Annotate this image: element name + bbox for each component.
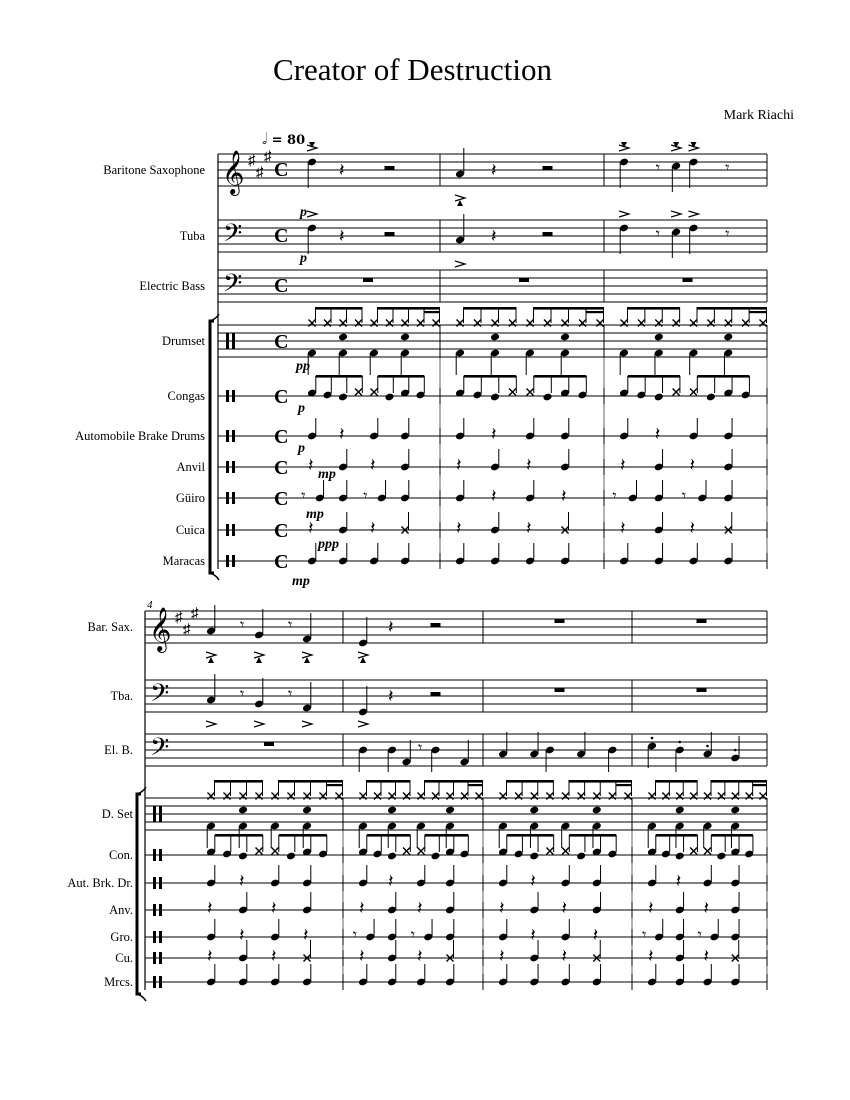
dynamic-marking-guiro: mp xyxy=(306,507,324,522)
treble-clef-icon: 𝄞 xyxy=(149,609,172,651)
beam xyxy=(656,780,698,783)
x-notehead xyxy=(418,848,425,855)
whole-rest-icon xyxy=(519,278,529,282)
dynamic-marking-automobile-brake-drums: p xyxy=(298,441,305,456)
percussion-clef-icon xyxy=(159,931,162,943)
beam xyxy=(569,834,616,837)
eighth-rest-icon: 𝄾 xyxy=(352,927,358,944)
beam xyxy=(327,784,343,786)
whole-rest-icon xyxy=(555,688,565,692)
whole-rest-icon xyxy=(363,278,373,282)
quarter-rest-icon: 𝄽 xyxy=(530,871,536,891)
bass-clef-icon: 𝄢 xyxy=(223,220,243,253)
whole-rest-icon xyxy=(264,742,274,746)
percussion-clef-icon xyxy=(232,524,235,536)
beam xyxy=(586,311,604,313)
beam xyxy=(464,307,517,310)
quarter-rest-icon: 𝄽 xyxy=(561,946,568,966)
instrument-label: Congas xyxy=(167,389,205,403)
snare-notehead xyxy=(529,806,539,815)
staccato-dot xyxy=(706,745,709,748)
sharp-icon: ♯ xyxy=(264,149,272,165)
quarter-rest-icon: 𝄽 xyxy=(271,898,277,918)
accent-icon xyxy=(206,721,216,727)
sharp-icon: ♯ xyxy=(175,610,183,626)
percussion-clef-icon xyxy=(153,877,156,889)
staff xyxy=(218,270,767,302)
dynamic-marking-congas: p xyxy=(298,401,305,416)
accent-icon xyxy=(671,211,681,217)
quarter-rest-icon: 𝄽 xyxy=(648,898,654,918)
beam xyxy=(316,375,363,378)
bracket-hook xyxy=(137,994,146,1001)
instrument-label: Tuba xyxy=(179,229,205,243)
quarter-rest-icon: 𝄽 xyxy=(207,898,213,918)
instrument-label: Anv. xyxy=(109,903,133,917)
eighth-rest-icon: 𝄾 xyxy=(655,226,661,243)
half-rest-icon xyxy=(385,232,395,236)
sharp-icon: ♯ xyxy=(183,622,191,638)
marcato-icon xyxy=(360,657,366,663)
beam xyxy=(215,834,263,837)
eighth-rest-icon: 𝄾 xyxy=(697,927,702,944)
percussion-clef-icon xyxy=(232,555,235,567)
beam xyxy=(464,375,517,378)
snare-notehead xyxy=(387,806,397,815)
beam xyxy=(753,784,767,786)
beam xyxy=(711,834,753,837)
eighth-rest-icon: 𝄾 xyxy=(288,617,293,634)
percussion-clef-icon xyxy=(153,904,156,916)
beam xyxy=(616,784,632,786)
instrument-label: Güiro xyxy=(175,491,205,505)
notehead xyxy=(430,852,440,861)
percussion-clef-icon xyxy=(232,461,235,473)
instrument-label: Con. xyxy=(109,848,133,862)
system-bracket xyxy=(210,321,214,573)
percussion-clef-icon xyxy=(232,390,235,402)
quarter-rest-icon: 𝄽 xyxy=(499,946,505,966)
bass-clef-icon: 𝄢 xyxy=(150,734,170,767)
notehead xyxy=(542,393,552,402)
notehead xyxy=(716,852,726,861)
percussion-clef-icon xyxy=(159,904,162,916)
x-notehead xyxy=(403,848,410,855)
eighth-rest-icon: 𝄾 xyxy=(363,488,368,505)
quarter-rest-icon: 𝄽 xyxy=(271,946,277,966)
composer-name: Mark Riachi xyxy=(723,108,794,123)
beam xyxy=(697,375,749,378)
marcato-icon xyxy=(304,657,310,663)
percussion-clef-icon xyxy=(159,952,162,964)
half-rest-icon xyxy=(543,232,553,236)
time-signature: C xyxy=(274,520,289,542)
treble-clef-icon: 𝄞 xyxy=(222,152,245,194)
score-title: Creator of Destruction xyxy=(273,52,552,87)
staff xyxy=(145,734,767,766)
half-rest-icon xyxy=(543,166,553,170)
instrument-label: Cu. xyxy=(115,951,133,965)
quarter-rest-icon: 𝄽 xyxy=(491,424,497,444)
quarter-rest-icon: 𝄽 xyxy=(491,486,497,506)
quarter-rest-icon: 𝄽 xyxy=(359,946,365,966)
eighth-rest-icon: 𝄾 xyxy=(301,488,306,505)
beam xyxy=(656,834,698,837)
accent-icon xyxy=(619,211,629,217)
notehead xyxy=(387,852,397,861)
staccato-dot xyxy=(678,741,681,744)
notehead xyxy=(654,393,664,402)
instrument-label: Anvil xyxy=(176,460,205,474)
marcato-icon xyxy=(256,657,262,663)
snare-notehead xyxy=(400,333,410,342)
quarter-rest-icon: 𝄽 xyxy=(491,226,497,246)
percussion-clef-icon xyxy=(226,492,229,504)
quarter-rest-icon: 𝄽 xyxy=(530,925,536,945)
staff xyxy=(145,680,767,712)
beam xyxy=(367,834,411,837)
quarter-rest-icon: 𝄽 xyxy=(388,617,394,637)
instrument-label: Drumset xyxy=(161,334,205,348)
notehead xyxy=(338,393,348,402)
quarter-rest-icon: 𝄽 xyxy=(456,518,462,538)
bass-clef-icon: 𝄢 xyxy=(150,680,170,713)
percussion-clef-icon xyxy=(226,430,229,442)
system-bracket xyxy=(137,794,141,994)
half-note-icon: 𝅗𝅥 xyxy=(262,129,268,148)
x-notehead xyxy=(527,389,534,396)
quarter-rest-icon: 𝄽 xyxy=(620,455,626,475)
instrument-label: Mrcs. xyxy=(104,975,133,989)
x-notehead xyxy=(355,389,362,396)
time-signature: C xyxy=(274,275,289,297)
tempo-text: = 80 xyxy=(271,133,306,148)
eighth-rest-icon: 𝄾 xyxy=(288,686,293,703)
quarter-rest-icon: 𝄽 xyxy=(456,455,462,475)
quarter-rest-icon: 𝄽 xyxy=(417,946,423,966)
percussion-clef-icon xyxy=(153,849,156,861)
percussion-clef-icon xyxy=(226,333,229,349)
quarter-rest-icon: 𝄽 xyxy=(703,898,710,918)
beam xyxy=(316,307,363,310)
beam xyxy=(424,311,440,313)
eighth-rest-icon: 𝄾 xyxy=(681,488,687,505)
staff xyxy=(145,611,767,643)
beam xyxy=(279,834,327,837)
snare-notehead xyxy=(592,806,602,815)
percussion-clef-icon xyxy=(159,806,162,822)
x-notehead xyxy=(256,848,263,855)
whole-rest-icon xyxy=(683,278,693,282)
eighth-rest-icon: 𝄾 xyxy=(418,740,423,757)
beam xyxy=(215,780,263,783)
quarter-rest-icon: 𝄽 xyxy=(239,871,245,891)
instrument-label: D. Set xyxy=(101,807,133,821)
x-notehead xyxy=(562,848,569,855)
notehead xyxy=(706,393,716,402)
snare-notehead xyxy=(560,333,570,342)
quarter-rest-icon: 𝄽 xyxy=(654,424,661,444)
bass-clef-icon: 𝄢 xyxy=(223,270,243,303)
time-signature: C xyxy=(274,386,289,408)
instrument-label: Baritone Saxophone xyxy=(103,163,205,177)
half-rest-icon xyxy=(431,692,441,696)
snare-notehead xyxy=(338,333,348,342)
instrument-label: Cuica xyxy=(175,523,205,537)
beam xyxy=(628,307,680,310)
eighth-rest-icon: 𝄾 xyxy=(725,160,730,177)
time-signature: C xyxy=(274,331,289,353)
quarter-rest-icon: 𝄽 xyxy=(339,160,345,180)
staff xyxy=(145,798,767,830)
time-signature: C xyxy=(274,551,289,573)
quarter-rest-icon: 𝄽 xyxy=(303,925,309,945)
x-notehead xyxy=(546,848,553,855)
time-signature: C xyxy=(274,225,289,247)
percussion-clef-icon xyxy=(153,976,156,988)
accent-icon xyxy=(358,721,368,727)
percussion-clef-icon xyxy=(153,952,156,964)
x-notehead xyxy=(371,389,378,396)
quarter-rest-icon: 𝄽 xyxy=(339,424,345,444)
sharp-icon: ♯ xyxy=(191,606,199,622)
x-notehead xyxy=(704,848,711,855)
eighth-rest-icon: 𝄾 xyxy=(240,686,245,703)
percussion-clef-icon xyxy=(159,849,162,861)
instrument-label: Tba. xyxy=(110,689,133,703)
beam xyxy=(628,375,680,378)
beam xyxy=(378,375,425,378)
notehead xyxy=(576,852,586,861)
whole-rest-icon xyxy=(697,688,707,692)
x-notehead xyxy=(690,389,697,396)
quarter-rest-icon: 𝄽 xyxy=(239,925,245,945)
quarter-rest-icon: 𝄽 xyxy=(370,455,376,475)
quarter-rest-icon: 𝄽 xyxy=(675,871,682,891)
percussion-clef-icon xyxy=(159,877,162,889)
notehead xyxy=(238,852,248,861)
percussion-clef-icon xyxy=(232,492,235,504)
quarter-rest-icon: 𝄽 xyxy=(689,518,696,538)
quarter-rest-icon: 𝄽 xyxy=(526,518,532,538)
sharp-icon: ♯ xyxy=(256,165,264,181)
measure-number: 4 xyxy=(147,599,153,611)
whole-rest-icon xyxy=(697,619,707,623)
quarter-rest-icon: 𝄽 xyxy=(388,871,394,891)
beam xyxy=(749,311,766,313)
x-notehead xyxy=(673,389,680,396)
accent-icon xyxy=(254,721,264,727)
snare-notehead xyxy=(445,806,455,815)
snare-notehead xyxy=(302,806,312,815)
eighth-rest-icon: 𝄾 xyxy=(642,927,647,944)
beam xyxy=(468,784,483,786)
eighth-rest-icon: 𝄾 xyxy=(725,226,730,243)
accent-icon xyxy=(307,211,317,217)
quarter-rest-icon: 𝄽 xyxy=(499,898,505,918)
quarter-rest-icon: 𝄽 xyxy=(592,925,599,945)
percussion-clef-icon xyxy=(226,461,229,473)
staccato-dot xyxy=(651,737,654,740)
percussion-clef-icon xyxy=(232,430,235,442)
snare-notehead xyxy=(723,333,733,342)
quarter-rest-icon: 𝄽 xyxy=(689,455,696,475)
notehead xyxy=(529,852,539,861)
notehead xyxy=(490,393,500,402)
half-rest-icon xyxy=(385,166,395,170)
quarter-rest-icon: 𝄽 xyxy=(417,898,423,918)
quarter-rest-icon: 𝄽 xyxy=(703,946,710,966)
percussion-clef-icon xyxy=(159,976,162,988)
whole-rest-icon xyxy=(555,619,565,623)
dynamic-marking-maracas: mp xyxy=(292,574,310,589)
staccato-dot xyxy=(734,749,737,752)
instrument-label: Electric Bass xyxy=(139,279,205,293)
sharp-icon: ♯ xyxy=(248,153,256,169)
x-notehead xyxy=(509,389,516,396)
notehead xyxy=(384,393,394,402)
time-signature: C xyxy=(274,426,289,448)
eighth-rest-icon: 𝄾 xyxy=(410,927,416,944)
percussion-clef-icon xyxy=(153,931,156,943)
percussion-clef-icon xyxy=(226,524,229,536)
eighth-rest-icon: 𝄾 xyxy=(240,617,245,634)
snare-notehead xyxy=(238,806,248,815)
percussion-clef-icon xyxy=(226,555,229,567)
beam xyxy=(507,780,554,783)
snare-notehead xyxy=(490,333,500,342)
dynamic-marking-cuica: ppp xyxy=(318,537,339,552)
quarter-rest-icon: 𝄽 xyxy=(370,518,376,538)
x-notehead xyxy=(272,848,279,855)
dynamic-marking-tuba: p xyxy=(300,251,307,266)
time-signature: C xyxy=(274,457,289,479)
quarter-rest-icon: 𝄽 xyxy=(620,518,626,538)
instrument-label: Automobile Brake Drums xyxy=(75,429,205,443)
quarter-rest-icon: 𝄽 xyxy=(359,898,365,918)
time-signature: C xyxy=(274,159,289,181)
snare-notehead xyxy=(730,806,740,815)
accent-icon xyxy=(302,721,312,727)
percussion-clef-icon xyxy=(153,806,156,822)
beam xyxy=(507,834,554,837)
quarter-rest-icon: 𝄽 xyxy=(388,686,394,706)
accent-icon xyxy=(689,211,699,217)
instrument-label: El. B. xyxy=(104,743,133,757)
instrument-label: Aut. Brk. Dr. xyxy=(67,876,133,890)
instrument-label: Bar. Sax. xyxy=(87,620,133,634)
notehead xyxy=(286,852,296,861)
quarter-rest-icon: 𝄽 xyxy=(648,946,654,966)
x-notehead xyxy=(690,848,697,855)
eighth-rest-icon: 𝄾 xyxy=(655,160,661,177)
beam xyxy=(534,375,587,378)
quarter-rest-icon: 𝄽 xyxy=(207,946,213,966)
time-signature: C xyxy=(274,488,289,510)
instrument-label: Maracas xyxy=(162,554,205,568)
snare-notehead xyxy=(675,806,685,815)
beam xyxy=(367,780,411,783)
quarter-rest-icon: 𝄽 xyxy=(308,455,314,475)
notehead xyxy=(675,852,685,861)
dynamic-marking-baritone-saxophone: p xyxy=(300,205,307,220)
beam xyxy=(425,834,469,837)
percussion-clef-icon xyxy=(226,390,229,402)
quarter-rest-icon: 𝄽 xyxy=(561,486,567,506)
quarter-rest-icon: 𝄽 xyxy=(561,898,568,918)
quarter-rest-icon: 𝄽 xyxy=(339,226,345,246)
eighth-rest-icon: 𝄾 xyxy=(612,488,617,505)
bracket-hook xyxy=(210,573,219,580)
quarter-rest-icon: 𝄽 xyxy=(308,518,314,538)
accent-icon xyxy=(455,261,465,267)
instrument-label: Gro. xyxy=(110,930,133,944)
dynamic-marking-anvil: mp xyxy=(318,467,336,482)
quarter-rest-icon: 𝄽 xyxy=(526,455,532,475)
dynamic-marking-drumset: pp xyxy=(296,359,310,374)
percussion-clef-icon xyxy=(232,333,235,349)
quarter-rest-icon: 𝄽 xyxy=(491,160,497,180)
half-rest-icon xyxy=(431,623,441,627)
snare-notehead xyxy=(654,333,664,342)
marcato-icon xyxy=(208,657,214,663)
marcato-icon xyxy=(457,200,463,206)
